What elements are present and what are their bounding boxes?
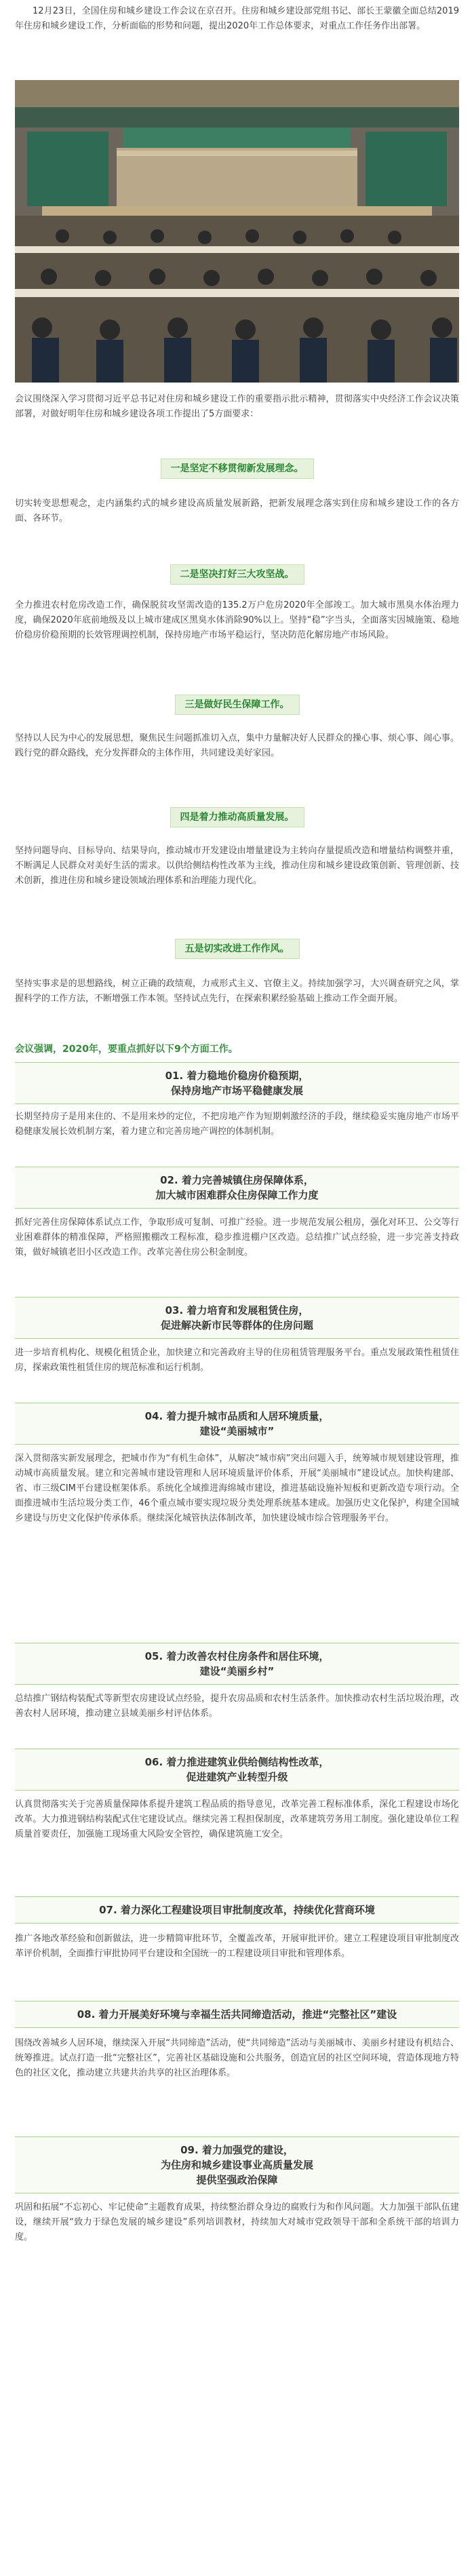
task-6-heading-line-2: 促进建筑产业转型升级 [186, 1771, 288, 1783]
task-3-heading-line-1: 03. 着力培育和发展租赁住房， [165, 1304, 309, 1316]
task-5-heading [15, 1643, 459, 1685]
task-2-heading [15, 1167, 459, 1209]
task-6-heading-line-1: 06. 着力推进建筑业供给侧结构性改革， [144, 1756, 330, 1768]
task-2-text: 抓好完善住房保障体系试点工作，争取形成可复制、可推广经验。进一步规范发展公租房，强化对环卫、公交等行业困难群体的精准保障，严格照搬棚改工程标准，稳步推进棚户区改造。总结推广试点经验，进一步完善支持政策，做好城镇老旧小区改造工作。改革完善住房公积金制度。 [15, 1217, 459, 1257]
task-7-heading [15, 1896, 459, 1924]
requirement-4-text: 坚持问题导向、目标导向、结果导向，推动城市开发建设由增量建设为主转向存量提质改造和增量结构调整并重，不断满足人民群众对美好生活的需求。以供给侧结构性改革为主线，推动住房和城乡建设政策创新、管理创新、技术创新，推进住房和城乡建设领域治理体系和治理能力现代化。 [15, 846, 459, 886]
task-3-text: 进一步培育机构化、规模化租赁企业，加快建立和完善政府主导的住房租赁管理服务平台。重点发展政策性租赁住房，探索政策性租赁住房的规范标准和运行机制。 [15, 1348, 459, 1373]
meeting-requirements-text: 会议围绕深入学习贯彻习近平总书记对住房和城乡建设工作的重要指示批示精神，贯彻落实中央经济工作会议决策部署，对做好明年住房和城乡建设各项工作提出了5方面要求： [15, 394, 459, 419]
task-9-text: 巩固和拓展“不忘初心、牢记使命”主题教育成果，持续整治群众身边的腐败行为和作风问题。大力加强干部队伍建设，继续开展“致力于绿色发展的城乡建设”系列培训教材，持续加大对城市党政领导干部和全系统干部的培训力度。 [15, 2202, 459, 2242]
task-7-text: 推广各地改革经验和创新做法，进一步精简审批环节，全覆盖改革，开展审批评价。建立工程建设项目审批制度改革评价机制，全面推行审批协同平台建设和全国统一的工程建设项目审批和管理体系。 [15, 1934, 459, 1959]
requirement-1-text: 切实转变思想观念，走内涵集约式的城乡建设高质量发展新路，把新发展理念落实到住房和城乡建设工作的各方面、各环节。 [15, 499, 459, 524]
task-9-heading [15, 2136, 459, 2193]
intro-paragraph: 12月23日，全国住房和城乡建设工作会议在京召开。住房和城乡建设部党组书记、部长王蒙徽全面总结2019年住房和城乡建设工作，分析面临的形势和问题，提出2020年工作总体要求，对重点工作任务作出部署。 [15, 6, 459, 31]
task-1-heading-line-1: 01. 着力稳地价稳房价稳预期， [165, 1070, 309, 1082]
task-2-heading-line-2: 加大城市困难群众住房保障工作力度 [155, 1189, 319, 1201]
task-3-heading [15, 1297, 459, 1339]
task-4-heading-line-2: 建设“美丽城市” [199, 1425, 275, 1437]
task-9-heading-line-2: 为住房和城乡建设事业高质量发展 [160, 2159, 313, 2171]
requirement-5-title: 五是切实改进工作作风。 [175, 939, 300, 959]
task-5-text: 总结推广钢结构装配式等新型农房建设试点经验，提升农房品质和农村生活条件。加快推动农村生活垃圾治理，改善农村人居环境，推动建立县域美丽乡村评估体系。 [15, 1694, 459, 1719]
task-3-heading-line-2: 促进解决新市民等群体的住房问题 [160, 1319, 313, 1331]
task-4-heading-line-1: 04. 着力提升城市品质和人居环境质量， [144, 1410, 330, 1422]
meeting-photo-illustration [15, 80, 459, 383]
requirement-3-title: 三是做好民生保障工作。 [175, 695, 300, 715]
tasks-intro: 会议强调，2020年，要重点抓好以下9个方面工作。 [15, 1044, 238, 1055]
requirement-4-title: 四是着力推动高质量发展。 [170, 807, 304, 827]
task-5-heading-line-2: 建设“美丽乡村” [199, 1665, 275, 1677]
task-8-heading-line-1: 08. 着力开展美好环境与幸福生活共同缔造活动，推进“完整社区”建设 [77, 2008, 397, 2021]
requirement-3-text: 坚持以人民为中心的发展思想，聚焦民生问题抓准切入点，集中力量解决好人民群众的操心事、烦心事、闹心事。践行党的群众路线，充分发挥群众的主体作用，共同建设美好家园。 [15, 733, 459, 758]
task-1-heading-line-2: 保持房地产市场平稳健康发展 [170, 1085, 303, 1097]
task-7-heading-line-1: 07. 着力深化工程建设项目审批制度改革，持续优化营商环境 [99, 1904, 375, 1916]
task-9-heading-line-3: 提供坚强政治保障 [196, 2174, 278, 2186]
task-1-text: 长期坚持房子是用来住的、不是用来炒的定位，不把房地产作为短期刺激经济的手段，继续稳妥实施房地产市场平稳健康发展长效机制方案，着力建立和完善房地产调控的体制机制。 [15, 1112, 459, 1137]
task-8-text: 围绕改善城乡人居环境，继续深入开展“共同缔造”活动，使“共同缔造”活动与美丽城市、美丽乡村建设有机结合、统筹推进。试点打造一批“完整社区”，完善社区基础设施和公共服务，创造宜居的社区空间环境，营造体现地方特色的社区文化，推动建立共建共治共享的社区治理体系。 [15, 2038, 459, 2078]
task-4-text: 深入贯彻落实新发展理念，把城市作为“有机生命体”，从解决“城市病”突出问题入手，统筹城市规划建设管理，推动城市高质量发展。建立和完善城市建设管理和人居环境质量评价体系，开展“美丽城市”建设试点。加快构建部、省、市三级CIM平台建设框架体系。系统化全域推进海绵城市建设，推进基础设施补短板和更新改造专项行动。全面推进城市生活垃圾分类工作，46个重点城市要实现垃圾分类处理系统基本建成。加强历史文化保护，构建全国城乡建设与历史文化保护传承体系。继续深化城管执法体制改革，加快建设城市综合管理服务平台。 [15, 1453, 459, 1523]
task-1-heading [15, 1062, 459, 1104]
requirement-2-text: 全力推进农村危房改造工作，确保脱贫攻坚需改造的135.2万户危房2020年全部竣工。加大城市黑臭水体治理力度，确保2020年底前地级及以上城市建成区黑臭水体消除90%以上。坚持“稳”字当头，全面落实因城施策、稳地价稳房价稳预期的长效管理调控机制，保持房地产市场平稳运行，坚决防范化解房地产市场风险。 [15, 600, 459, 640]
meeting-photo [15, 80, 459, 383]
intro [15, 4, 459, 34]
task-6-heading [15, 1749, 459, 1791]
task-4-heading [15, 1403, 459, 1445]
task-6-text: 认真贯彻落实关于完善质量保障体系提升建筑工程品质的指导意见，改革完善工程标准体系，深化工程建设市场化改革。大力推进钢结构装配式住宅建设试点。继续完善工程担保制度，改革建筑劳务用工制度。强化建设单位工程质量首要责任，加强施工现场重大风险安全管控，确保建筑施工安全。 [15, 1799, 459, 1839]
requirement-1-title: 一是坚定不移贯彻新发展理念。 [161, 458, 314, 479]
task-8-heading [15, 2001, 459, 2028]
task-2-heading-line-1: 02. 着力完善城镇住房保障体系， [160, 1174, 314, 1186]
task-5-heading-line-1: 05. 着力改善农村住房条件和居住环境， [144, 1650, 330, 1662]
requirement-2-title: 二是坚决打好三大攻坚战。 [170, 564, 304, 585]
task-9-heading-line-1: 09. 着力加强党的建设， [180, 2144, 294, 2156]
requirement-5-text: 坚持实事求是的思想路线，树立正确的政绩观，力戒形式主义、官僚主义。持续加强学习，大兴调查研究之风，掌握科学的工作方法，不断增强工作本领。坚持试点先行，在探索积累经验基础上推动工作全面开展。 [15, 979, 459, 1004]
